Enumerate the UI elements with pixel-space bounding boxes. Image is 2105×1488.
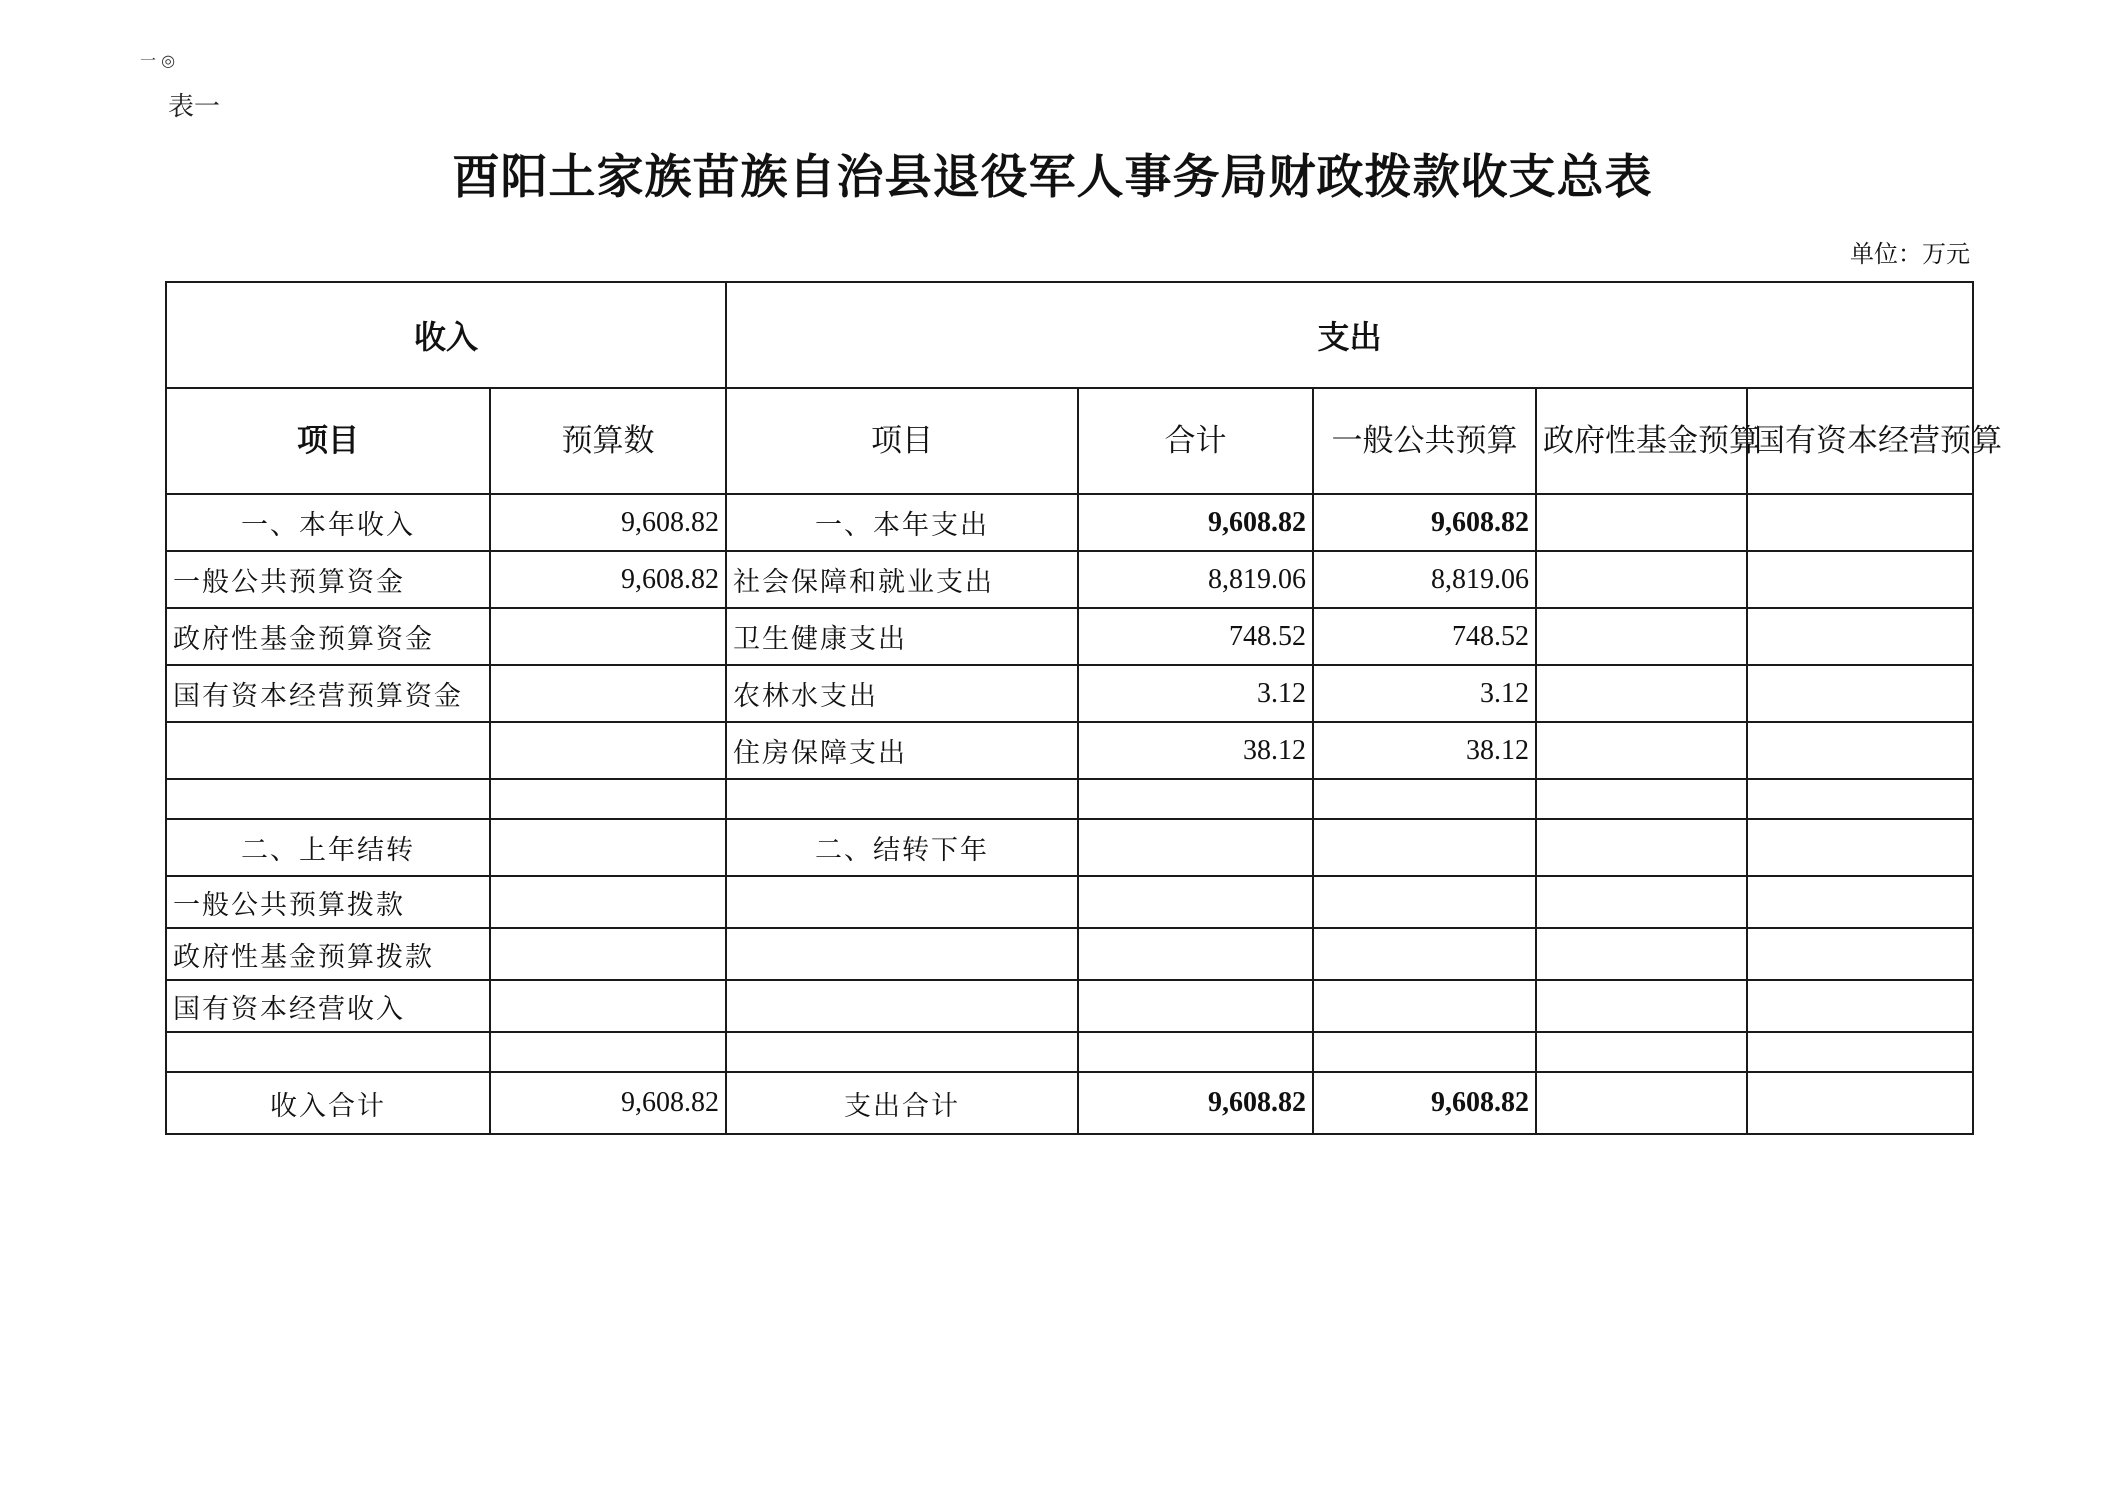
gov-fund-header: 政府性基金预算 (1536, 388, 1747, 494)
total-cell (1078, 980, 1313, 1032)
income-budget-cell (490, 665, 726, 722)
table-row (166, 779, 1973, 819)
income-header: 收入 (166, 282, 726, 388)
state-capital-cell (1747, 494, 1973, 551)
gov-fund-cell (1536, 819, 1747, 876)
expense-total-label: 支出合计 (726, 1072, 1078, 1134)
gov-fund-cell (1536, 1032, 1747, 1072)
general-cell: 3.12 (1313, 665, 1536, 722)
total-cell: 9,608.82 (1078, 494, 1313, 551)
expense-item-cell (726, 980, 1078, 1032)
income-budget-cell (490, 928, 726, 980)
state-capital-cell (1747, 876, 1973, 928)
table-row (166, 876, 1973, 928)
total-cell: 9,608.82 (1078, 1072, 1313, 1134)
expense-item-cell (726, 876, 1078, 928)
income-budget-cell (490, 876, 726, 928)
total-cell: 38.12 (1078, 722, 1313, 779)
state-capital-cell (1747, 928, 1973, 980)
general-budget-header: 一般公共预算 (1313, 388, 1536, 494)
income-item-cell: 国有资本经营收入 (166, 980, 490, 1032)
income-budget-cell (490, 779, 726, 819)
general-cell: 38.12 (1313, 722, 1536, 779)
table-row (166, 980, 1973, 1032)
gov-fund-cell (1536, 1072, 1747, 1134)
general-cell: 748.52 (1313, 608, 1536, 665)
general-cell (1313, 980, 1536, 1032)
table-row (166, 819, 1973, 876)
table-row (166, 1032, 1973, 1072)
income-item-cell: 一般公共预算拨款 (166, 876, 490, 928)
total-cell (1078, 819, 1313, 876)
expense-item-cell: 一、本年支出 (726, 494, 1078, 551)
page-title: 酉阳土家族苗族自治县退役军人事务局财政拨款收支总表 (452, 150, 1653, 205)
totals-row (166, 1072, 1973, 1134)
general-cell: 9,608.82 (1313, 494, 1536, 551)
table-row (166, 665, 1973, 722)
gov-fund-cell (1536, 779, 1747, 819)
total-cell (1078, 928, 1313, 980)
gov-fund-cell (1536, 665, 1747, 722)
state-capital-cell (1747, 608, 1973, 665)
income-budget-cell: 9,608.82 (490, 494, 726, 551)
expense-item-cell (726, 779, 1078, 819)
income-budget-cell: 9,608.82 (490, 551, 726, 608)
income-item-cell (166, 779, 490, 819)
income-budget-cell (490, 1032, 726, 1072)
general-cell (1313, 779, 1536, 819)
income-budget-cell (490, 722, 726, 779)
total-cell (1078, 779, 1313, 819)
state-capital-cell (1747, 1072, 1973, 1134)
header-row-main (166, 282, 1973, 388)
income-item-cell: 国有资本经营预算资金 (166, 665, 490, 722)
state-capital-cell (1747, 819, 1973, 876)
general-cell (1313, 876, 1536, 928)
income-item-cell: 政府性基金预算资金 (166, 608, 490, 665)
expense-item-cell (726, 928, 1078, 980)
income-item-cell: 一、本年收入 (166, 494, 490, 551)
gov-fund-cell (1536, 551, 1747, 608)
expense-item-cell: 卫生健康支出 (726, 608, 1078, 665)
general-cell: 8,819.06 (1313, 551, 1536, 608)
table-row (166, 722, 1973, 779)
table-row (166, 494, 1973, 551)
general-cell (1313, 1032, 1536, 1072)
expense-header: 支出 (726, 282, 1973, 388)
state-capital-cell (1747, 665, 1973, 722)
corner-mark: 一 ◎ (140, 51, 176, 70)
gov-fund-cell (1536, 980, 1747, 1032)
total-cell (1078, 1032, 1313, 1072)
unit-label: 单位：万元 (1850, 240, 1970, 268)
income-budget-cell (490, 980, 726, 1032)
gov-fund-cell (1536, 928, 1747, 980)
income-budget-cell (490, 819, 726, 876)
income-budget-header: 预算数 (490, 388, 726, 494)
income-item-cell: 一般公共预算资金 (166, 551, 490, 608)
expense-item-cell: 住房保障支出 (726, 722, 1078, 779)
income-item-header: 项目 (166, 388, 490, 494)
state-capital-cell (1747, 980, 1973, 1032)
general-cell: 9,608.82 (1313, 1072, 1536, 1134)
budget-summary-table (165, 281, 2003, 1135)
expense-item-cell: 二、结转下年 (726, 819, 1078, 876)
state-capital-cell (1747, 1032, 1973, 1072)
gov-fund-cell (1536, 608, 1747, 665)
income-item-cell: 二、上年结转 (166, 819, 490, 876)
expense-item-cell: 农林水支出 (726, 665, 1078, 722)
gov-fund-cell (1536, 876, 1747, 928)
total-cell (1078, 876, 1313, 928)
income-budget-cell (490, 608, 726, 665)
general-cell (1313, 819, 1536, 876)
state-capital-cell (1747, 722, 1973, 779)
income-item-cell (166, 1032, 490, 1072)
gov-fund-cell (1536, 722, 1747, 779)
table-row (166, 928, 1973, 980)
state-capital-cell (1747, 551, 1973, 608)
expense-item-header: 项目 (726, 388, 1078, 494)
state-capital-header: 国有资本经营预算 (1747, 388, 1973, 494)
income-total-label: 收入合计 (166, 1072, 490, 1134)
gov-fund-cell (1536, 494, 1747, 551)
expense-item-cell: 社会保障和就业支出 (726, 551, 1078, 608)
total-header: 合计 (1078, 388, 1313, 494)
total-cell: 3.12 (1078, 665, 1313, 722)
table-number: 表一 (168, 92, 221, 122)
total-cell: 748.52 (1078, 608, 1313, 665)
general-cell (1313, 928, 1536, 980)
income-item-cell: 政府性基金预算拨款 (166, 928, 490, 980)
expense-item-cell (726, 1032, 1078, 1072)
state-capital-cell (1747, 779, 1973, 819)
income-item-cell (166, 722, 490, 779)
table-row (166, 551, 1973, 608)
income-total-value: 9,608.82 (490, 1072, 726, 1134)
table-row (166, 608, 1973, 665)
total-cell: 8,819.06 (1078, 551, 1313, 608)
header-row-columns (166, 388, 1973, 494)
